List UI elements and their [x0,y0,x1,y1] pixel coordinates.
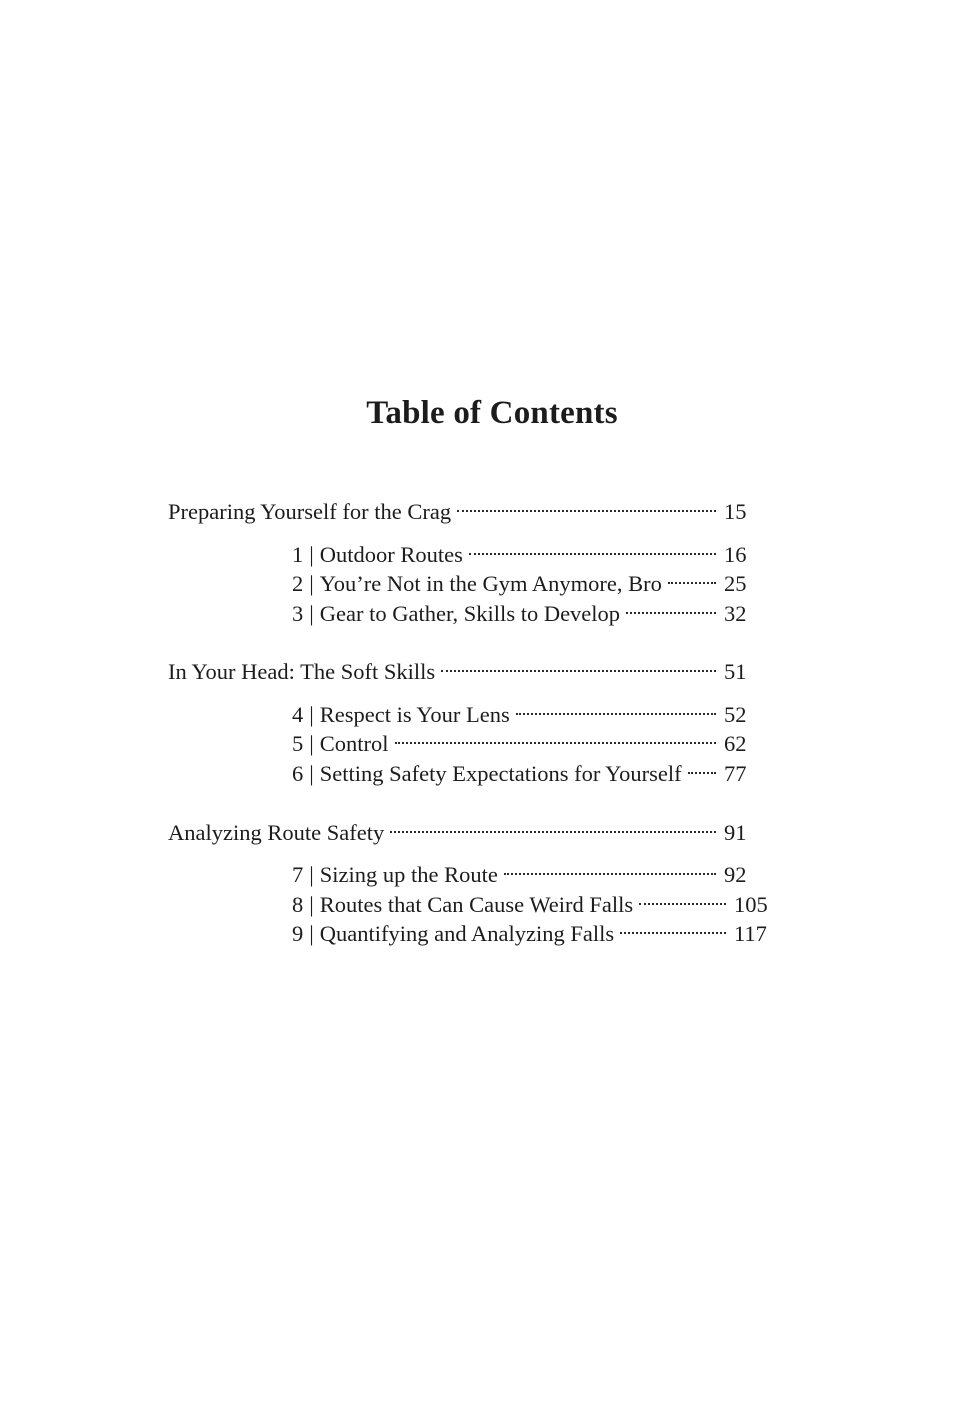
page-number: 51 [724,659,747,684]
chapter-separator: | [309,702,314,727]
page-number: 62 [724,731,747,756]
toc-part-1 [168,489,760,524]
dot-leader [516,692,716,722]
toc-chapter-4 [292,692,760,727]
chapter-separator: | [309,542,314,567]
part-title: Analyzing Route Safety [168,820,385,845]
chapter-separator: | [309,601,314,626]
dot-leader [395,721,716,751]
toc-chapter-6 [292,751,760,786]
chapter-separator: | [309,761,314,786]
chapter-separator: | [309,921,314,946]
page-number: 105 [734,892,768,917]
chapter-title: You’re Not in the Gym Anymore, Bro [319,571,662,596]
chapter-title: Sizing up the Route [319,862,498,887]
chapter-separator: | [309,862,314,887]
chapter-title: Control [319,731,389,756]
page-number: 52 [724,702,747,727]
dot-leader [390,810,716,840]
chapter-separator: | [309,731,314,756]
page-number: 91 [724,820,747,845]
page-number: 77 [724,761,747,786]
dot-leader [620,911,726,941]
part-title: Preparing Yourself for the Crag [168,499,452,524]
page-number: 15 [724,499,747,524]
chapter-title: Outdoor Routes [319,542,463,567]
chapter-number: 2 [292,571,304,596]
chapter-title: Setting Safety Expectations for Yourself [319,761,682,786]
toc-chapter-8 [292,882,770,917]
chapter-title: Gear to Gather, Skills to Develop [319,601,621,626]
chapter-separator: | [309,892,314,917]
toc-part-3 [168,810,760,845]
dot-leader [626,591,716,621]
chapter-title: Quantifying and Analyzing Falls [319,921,615,946]
dot-leader [688,751,716,781]
part-title: In Your Head: The Soft Skills [168,659,436,684]
dot-leader [639,882,726,912]
chapter-title: Routes that Can Cause Weird Falls [319,892,634,917]
toc-part-2 [168,649,760,684]
dot-leader [441,649,716,679]
page-number: 32 [724,601,747,626]
toc-chapter-7 [292,852,760,887]
toc-chapter-3 [292,591,760,626]
page-number: 117 [734,921,767,946]
dot-leader [504,852,716,882]
page-number: 92 [724,862,747,887]
toc-chapter-5 [292,721,760,756]
toc-chapter-2 [292,561,760,596]
chapter-number: 1 [292,542,304,567]
page-number: 25 [724,571,747,596]
toc-chapter-9 [292,911,770,946]
chapter-separator: | [309,571,314,596]
chapter-number: 5 [292,731,304,756]
page-number: 16 [724,542,747,567]
chapter-number: 8 [292,892,304,917]
chapter-number: 7 [292,862,304,887]
chapter-number: 6 [292,761,304,786]
chapter-number: 3 [292,601,304,626]
chapter-title: Respect is Your Lens [319,702,510,727]
toc-chapter-1 [292,532,760,567]
chapter-number: 9 [292,921,304,946]
dot-leader [469,532,716,562]
dot-leader [668,561,716,591]
page-title: Table of Contents [366,395,618,431]
dot-leader [457,489,716,519]
chapter-number: 4 [292,702,304,727]
